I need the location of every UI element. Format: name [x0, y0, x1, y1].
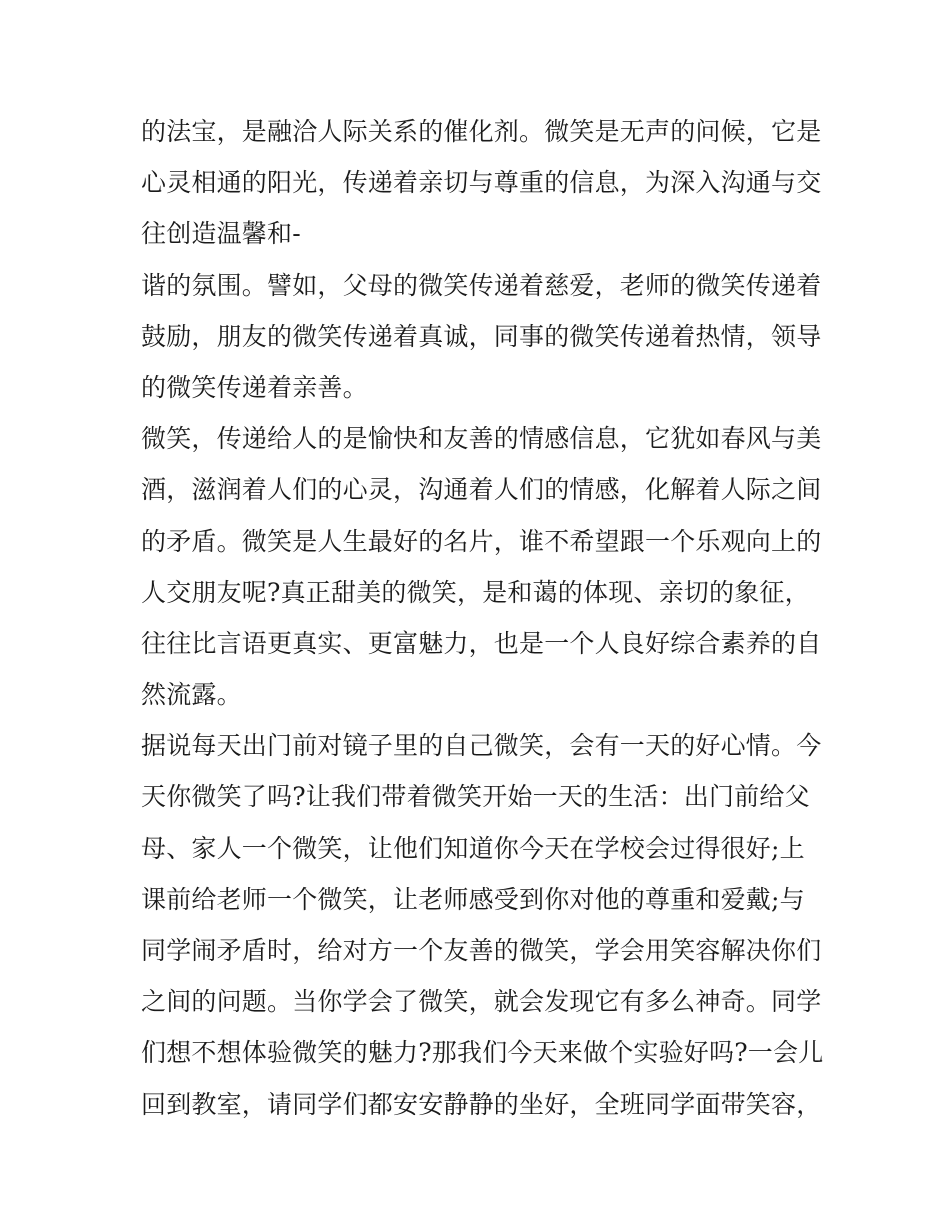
- text-line: 心灵相通的阳光，传递着亲切与尊重的信息，为深入沟通与交: [141, 168, 822, 198]
- text-line: 人交朋友呢?真正甜美的微笑，是和蔼的体现、亲切的象征，: [141, 577, 810, 607]
- text-line: 往创造温馨和-: [141, 219, 301, 249]
- text-line: 回到教室，请同学们都安安静静的坐好，全班同学面带笑容，: [141, 1089, 822, 1119]
- text-line: 的矛盾。微笑是人生最好的名片，谁不希望跟一个乐观向上的: [141, 526, 822, 556]
- document-body: [141, 106, 824, 1130]
- text-line: 据说每天出门前对镜子里的自己微笑，会有一天的好心情。今: [141, 731, 822, 761]
- text-line: 母、家人一个微笑，让他们知道你今天在学校会过得很好;上: [141, 833, 805, 863]
- text-line: 往往比言语更真实、更富魅力，也是一个人良好综合素养的自: [141, 628, 822, 658]
- text-line: 酒，滋润着人们的心灵，沟通着人们的情感，化解着人际之间: [141, 475, 822, 505]
- text-line: 同学闹矛盾时，给对方一个友善的微笑，学会用笑容解决你们: [141, 936, 822, 965]
- text-line: 课前给老师一个微笑，让老师感受到你对他的尊重和爱戴;与: [141, 884, 805, 914]
- text-line: 微笑，传递给人的是愉快和友善的情感信息，它犹如春风与美: [141, 424, 822, 454]
- text-line: 们想不想体验微笑的魅力?那我们今天来做个实验好吗?一会儿: [141, 1038, 824, 1068]
- text-line: 的法宝，是融洽人际关系的催化剂。微笑是无声的问候，它是: [141, 117, 822, 146]
- text-line: 鼓励，朋友的微笑传递着真诚，同事的微笑传递着热情，领导: [141, 321, 822, 351]
- text-line: 天你微笑了吗?让我们带着微笑开始一天的生活：出门前给父: [141, 782, 810, 812]
- text-line: 的微笑传递着亲善。: [141, 372, 368, 402]
- text-line: 谐的氛围。譬如，父母的微笑传递着慈爱，老师的微笑传递着: [141, 270, 822, 300]
- text-line: 之间的问题。当你学会了微笑，就会发现它有多么神奇。同学: [141, 987, 822, 1017]
- text-line: 然流露。: [141, 680, 242, 710]
